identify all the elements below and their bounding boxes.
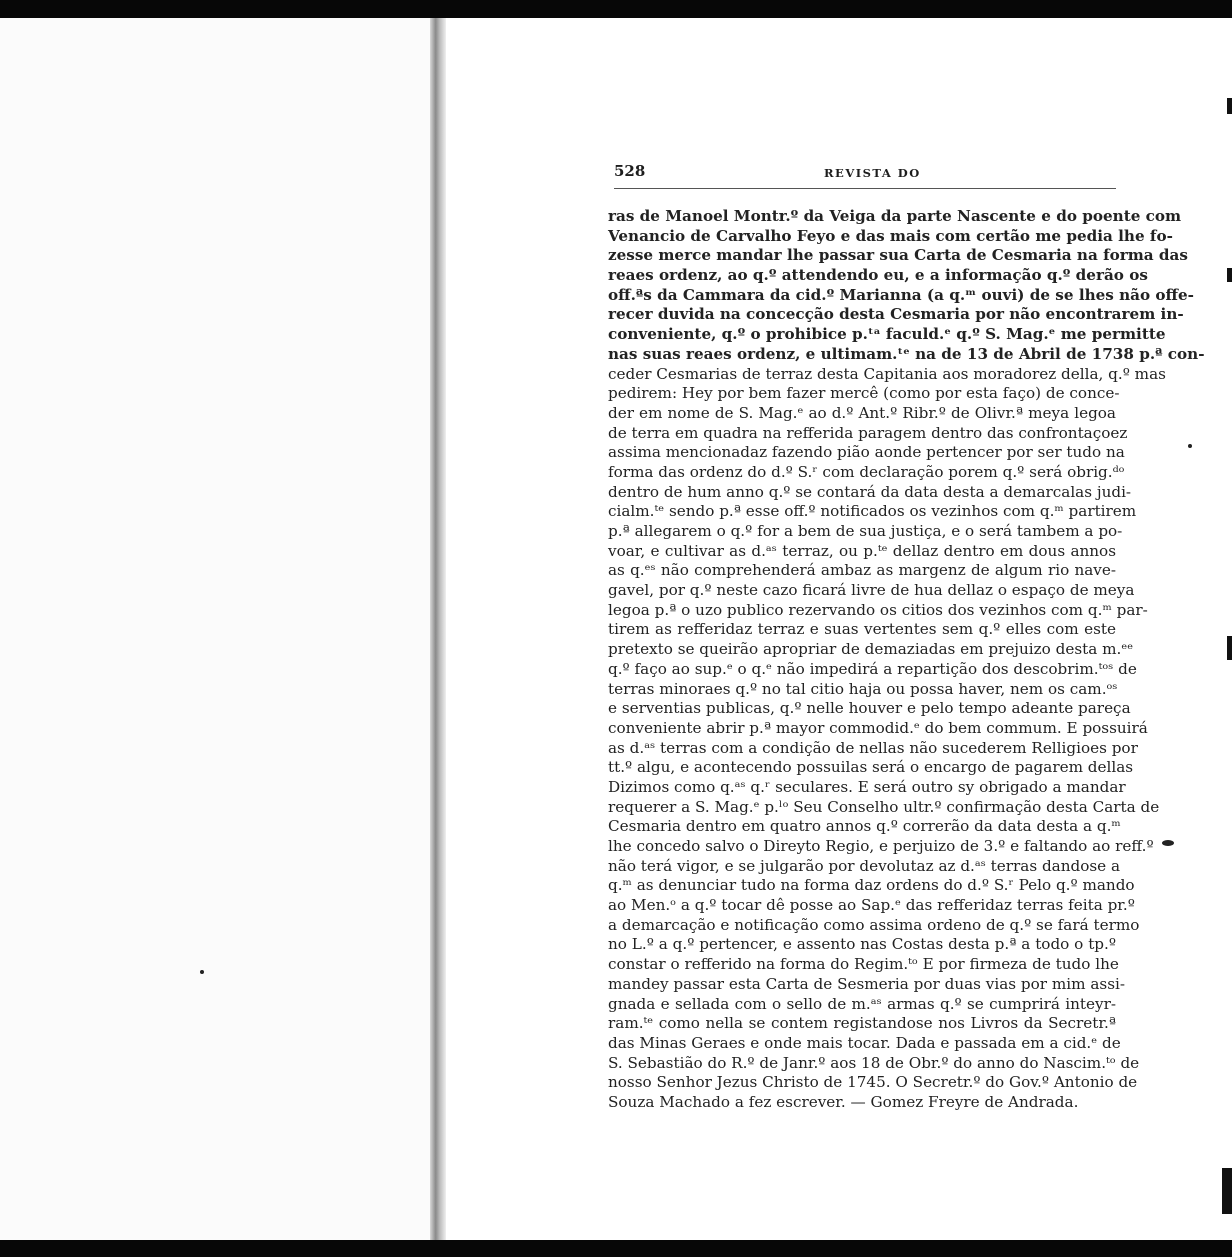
scan-speck [200,970,204,974]
text-line: conveniente, q.º o prohibice p.ᵗᵃ faculd.ᵉ q.º S. Mag.ᵉ me permitte [608,325,1166,344]
scan-speck [1188,444,1192,448]
text-line: de terra em quadra na refferida paragem dentro das confrontaçoez [608,423,1128,442]
text-line: pedirem: Hey por bem fazer mercê (como por esta faço) de conce- [608,384,1120,403]
text-line: der em nome de S. Mag.ᵉ ao d.º Ant.º Ribr.º de Olivr.ª meya legoa [608,403,1116,422]
text-line: as q.ᵉˢ não comprehenderá ambaz as margenz de algum rio nave- [608,561,1116,580]
page-number: 528 [614,162,646,180]
scan-edge-mark [1222,1168,1232,1214]
text-line: a demarcação e notificação como assima ordeno de q.º se fará termo [608,915,1140,934]
text-line: lhe concedo salvo o Direyto Regio, e perjuizo de 3.º e faltando ao reff.º [608,837,1154,855]
text-line: requerer a S. Mag.ᵉ p.ˡᵒ Seu Conselho ultr.º confirmação desta Carta de [608,797,1160,816]
text-line: tt.º algu, e acontecendo possuilas será o encargo de pagarem dellas [608,758,1134,777]
text-line: ao Men.ᵒ a q.º tocar dê posse ao Sap.ᵉ das refferidaz terras feita pr.º [608,896,1135,915]
scan-edge-mark [1227,268,1232,282]
text-line: p.ª allegarem o q.º for a bem de sua justiça, e o será tambem a po- [608,522,1123,540]
text-line: conveniente abrir p.ª mayor commodid.ᵉ do bem commum. E possuirá [608,718,1148,737]
text-line: q.º faço ao sup.ᵉ o q.ᵉ não impedirá a repartição dos descobrim.ᵗᵒˢ de [608,659,1137,678]
header-rule [614,188,1116,189]
scan-top-border [0,0,1232,18]
text-line: constar o refferido na forma do Regim.ᵗᵒ E por firmeza de tudo lhe [608,955,1119,974]
text-line: não terá vigor, e se julgarão por devolutaz az d.ᵃˢ terras dandose a [608,856,1121,875]
scan-edge-mark [1227,98,1232,114]
text-line: terras minoraes q.º no tal citio haja ou possa haver, nem os cam.ᵒˢ [608,679,1118,698]
body-text [608,207,1205,1113]
text-line: gavel, por q.º neste cazo ficará livre de hua dellaz o espaço de meya [608,581,1135,600]
text-line: reaes ordenz, ao q.º attendendo eu, e a informação q.º derão os [608,266,1148,285]
text-line: ras de Manoel Montr.º da Veiga da parte Nascente e do poente com [608,207,1182,225]
text-line: Cesmaria dentro em quatro annos q.º correrão da data desta a q.ᵐ [608,817,1121,836]
text-line: recer duvida na concecção desta Cesmaria por não encontrarem in- [608,305,1184,324]
text-line: voar, e cultivar as d.ᵃˢ terraz, ou p.ᵗᵉ dellaz dentro em dous annos [608,541,1116,560]
text-line: zesse merce mandar lhe passar sua Carta de Cesmaria na forma das [608,246,1188,265]
running-head [614,162,1116,186]
text-line: assima mencionadaz fazendo pião aonde pertencer por ser tudo na [608,443,1125,462]
text-line: pretexto se queirão apropriar de demaziadas em prejuizo desta m.ᵉᵉ [608,640,1134,659]
text-line: mandey passar esta Carta de Sesmeria por duas vias por mim assi- [608,974,1125,993]
text-line: legoa p.ª o uzo publico rezervando os citios dos vezinhos com q.ᵐ par- [608,600,1148,619]
text-line: Souza Machado a fez escrever. — Gomez Freyre de Andrada. [608,1092,1079,1111]
scan-bottom-border [0,1240,1232,1257]
text-line: nosso Senhor Jezus Christo de 1745. O Secretr.º do Gov.º Antonio de [608,1073,1138,1092]
text-line: Dizimos como q.ᵃˢ q.ʳ seculares. E será outro sy obrigado a mandar [608,777,1126,796]
scan-edge-mark [1227,636,1232,660]
text-line: forma das ordenz do d.º S.ʳ com declaração porem q.º será obrig.ᵈᵒ [608,462,1125,481]
text-line: Venancio de Carvalho Feyo e das mais com certão me pedia lhe fo- [608,226,1173,245]
text-line: as d.ᵃˢ terras com a condição de nellas não sucederem Relligioes por [608,738,1138,757]
text-line: tirem as refferidaz terraz e suas vertentes sem q.º elles com este [608,620,1116,639]
text-line: gnada e sellada com o sello de m.ᵃˢ armas q.º se cumprirá inteyr- [608,994,1116,1013]
running-head-title: REVISTA DO [824,166,921,180]
text-line: dentro de hum anno q.º se contará da data desta a demarcalas judi- [608,482,1132,501]
text-line: cialm.ᵗᵉ sendo p.ª esse off.º notificados os vezinhos com q.ᵐ partirem [608,502,1137,521]
text-line: q.ᵐ as denunciar tudo na forma daz ordens do d.º S.ʳ Pelo q.º mando [608,876,1135,895]
text-line: e serventias publicas, q.º nelle houver e pelo tempo adeante pareça [608,699,1131,718]
left-page-blank [0,18,438,1240]
text-line: off.ªs da Cammara da cid.º Marianna (a q.ᵐ ouvi) de se lhes não offe- [608,285,1194,304]
book-spine-gutter [430,18,446,1240]
text-line: S. Sebastião do R.º de Janr.º aos 18 de Obr.º do anno do Nascim.ᵗᵒ de [608,1053,1140,1072]
text-line: ceder Cesmarias de terraz desta Capitania aos moradorez della, q.º mas [608,364,1166,383]
text-line: das Minas Geraes e onde mais tocar. Dada e passada em a cid.ᵉ de [608,1033,1121,1052]
text-line: ram.ᵗᵉ como nella se contem registandose nos Livros da Secretr.ª [608,1014,1116,1033]
scan-speck [1162,840,1174,846]
text-line: nas suas reaes ordenz, e ultimam.ᵗᵉ na de 13 de Abril de 1738 p.ª con- [608,344,1205,363]
text-line: no L.º a q.º pertencer, e assento nas Costas desta p.ª a todo o tp.º [608,935,1116,954]
